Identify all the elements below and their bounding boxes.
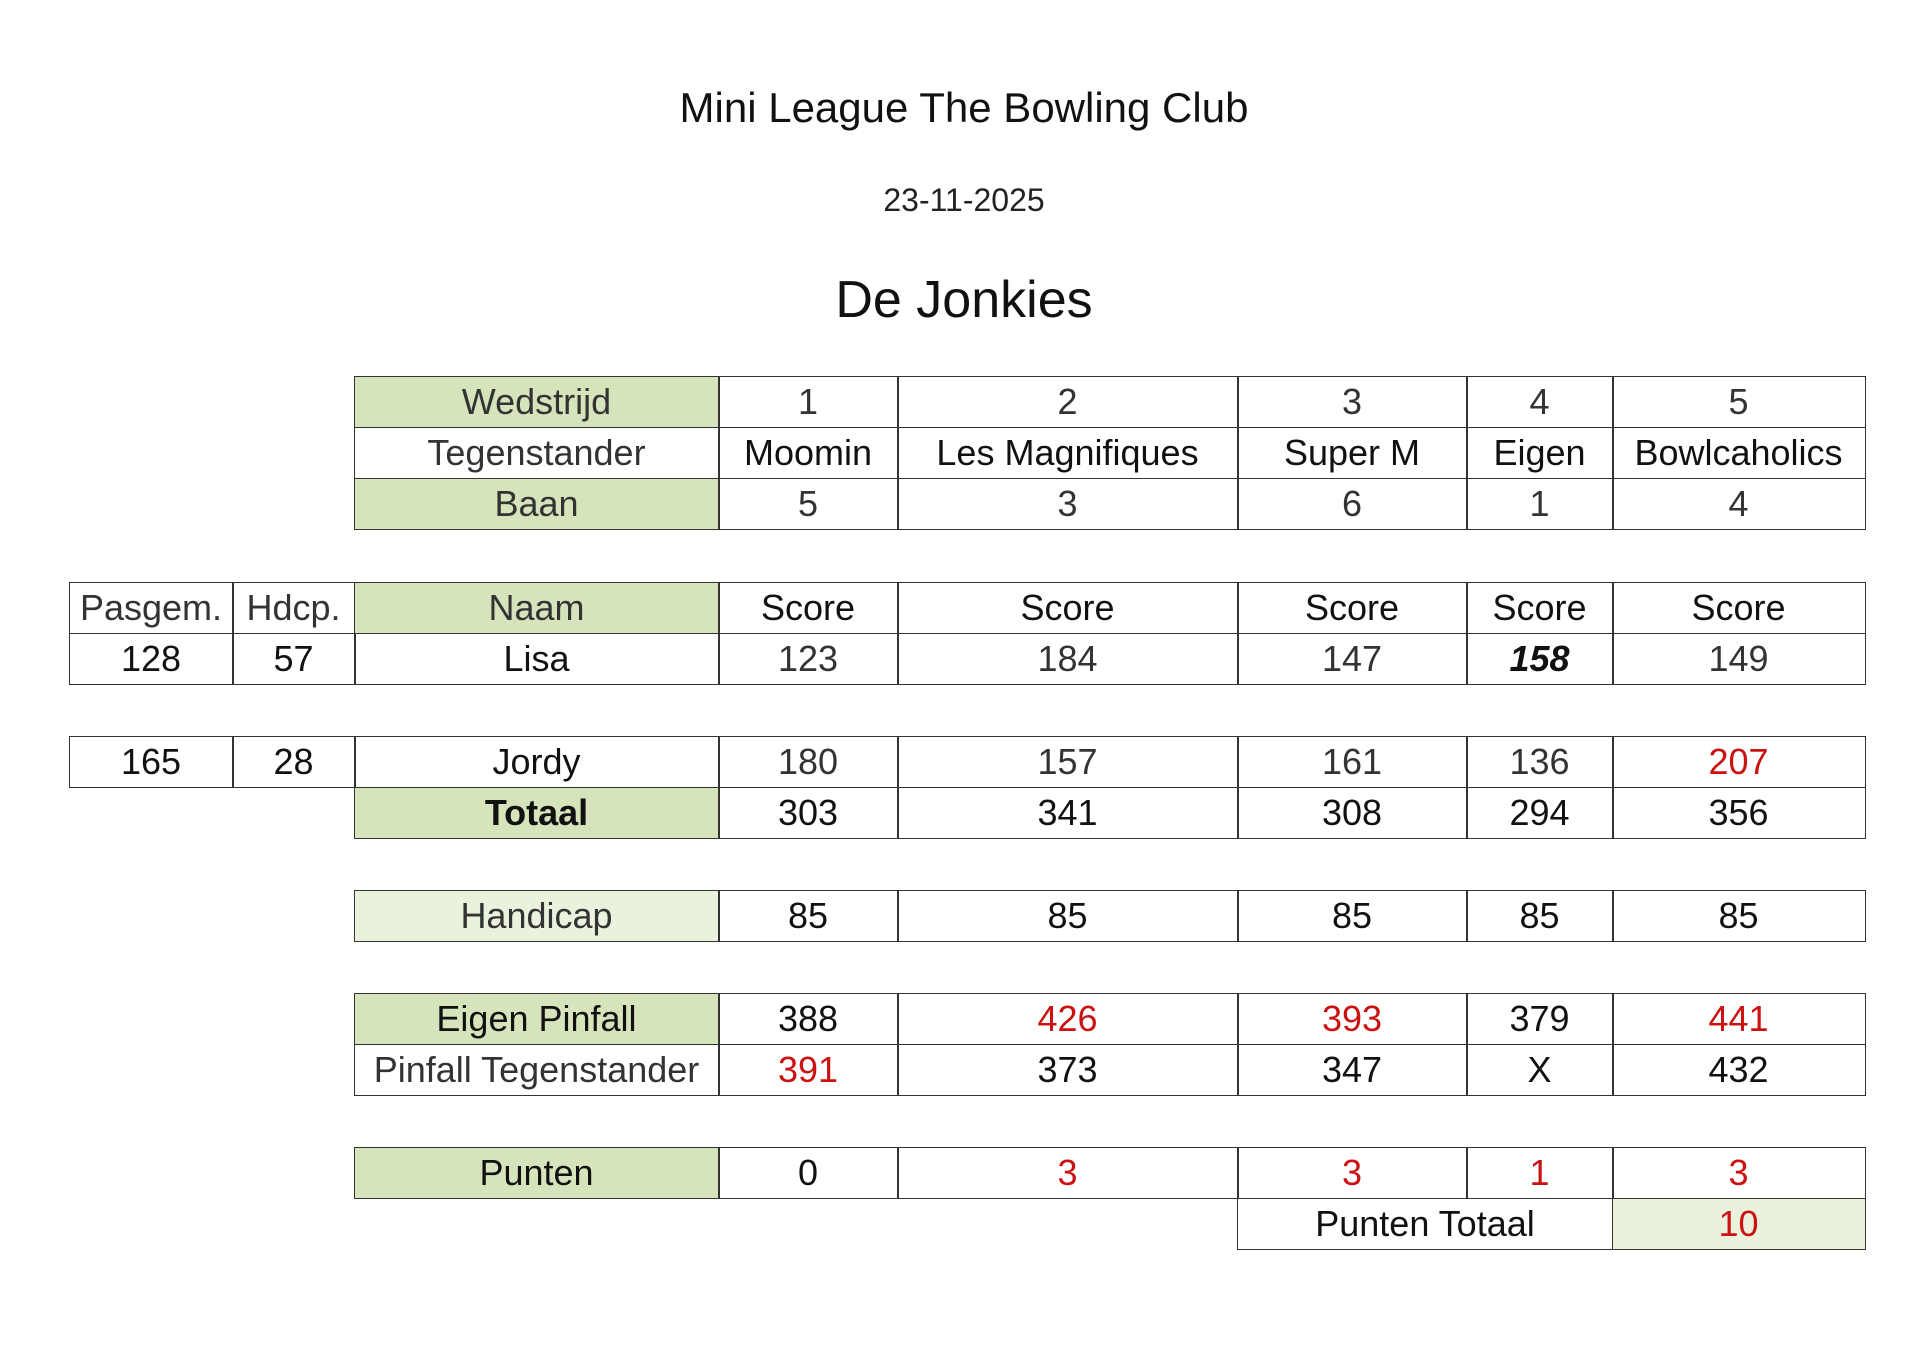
player-avg: 128 <box>69 633 234 685</box>
pinfall-tegenstander-value: 391 <box>718 1044 899 1096</box>
player-hdcp: 28 <box>232 736 356 788</box>
player-score: 161 <box>1237 736 1468 788</box>
punten-totaal-label: Punten Totaal <box>1237 1198 1614 1250</box>
opponent-name: Bowlcaholics <box>1612 427 1866 479</box>
score-header: Score <box>1237 582 1468 634</box>
handicap-label: Handicap <box>354 890 720 942</box>
player-score: 180 <box>718 736 899 788</box>
player-avg: 165 <box>69 736 234 788</box>
hdcp-header: Hdcp. <box>232 582 356 634</box>
lane-number: 3 <box>897 478 1239 530</box>
punten-row <box>0 1147 1920 1199</box>
pinfall-tegenstander-value: 432 <box>1612 1044 1866 1096</box>
opponent-name: Les Magnifiques <box>897 427 1239 479</box>
match-number: 5 <box>1612 376 1866 428</box>
handicap-value: 85 <box>718 890 899 942</box>
totaal-value: 303 <box>718 787 899 839</box>
players-header-row <box>0 582 1920 634</box>
player-score: 149 <box>1612 633 1866 685</box>
player-score: 157 <box>897 736 1239 788</box>
handicap-value: 85 <box>897 890 1239 942</box>
match-number: 1 <box>718 376 899 428</box>
date: 23-11-2025 <box>883 182 1045 218</box>
punten-value: 1 <box>1466 1147 1614 1199</box>
totaal-label: Totaal <box>354 787 720 839</box>
totaal-value: 294 <box>1466 787 1614 839</box>
team-name: De Jonkies <box>835 271 1093 329</box>
pinfall-tegenstander-row <box>0 1044 1920 1096</box>
totaal-value: 341 <box>897 787 1239 839</box>
pinfall-tegenstander-value: X <box>1466 1044 1614 1096</box>
totaal-value: 356 <box>1612 787 1866 839</box>
player-score: 123 <box>718 633 899 685</box>
player-name: Lisa <box>354 633 720 685</box>
player-score: 136 <box>1466 736 1614 788</box>
match-number: 3 <box>1237 376 1468 428</box>
eigen-pinfall-value: 388 <box>718 993 899 1045</box>
name-header: Naam <box>354 582 720 634</box>
match-number: 4 <box>1466 376 1614 428</box>
player-score: 158 <box>1466 633 1614 685</box>
player-score: 184 <box>897 633 1239 685</box>
pinfall-tegenstander-value: 347 <box>1237 1044 1468 1096</box>
pinfall-tegenstander-label: Pinfall Tegenstander <box>354 1044 720 1096</box>
eigen-pinfall-value: 441 <box>1612 993 1866 1045</box>
lane-number: 1 <box>1466 478 1614 530</box>
score-header: Score <box>1612 582 1866 634</box>
handicap-value: 85 <box>1466 890 1614 942</box>
player-score: 207 <box>1612 736 1866 788</box>
handicap-value: 85 <box>1237 890 1468 942</box>
eigen-pinfall-row <box>0 993 1920 1045</box>
player-hdcp: 57 <box>232 633 356 685</box>
opponent-name: Eigen <box>1466 427 1614 479</box>
punten-label: Punten <box>354 1147 720 1199</box>
match-number: 2 <box>897 376 1239 428</box>
punten-value: 3 <box>1612 1147 1866 1199</box>
player-row-lisa <box>0 633 1920 685</box>
eigen-pinfall-value: 426 <box>897 993 1239 1045</box>
lane-row <box>0 478 1920 530</box>
lane-number: 4 <box>1612 478 1866 530</box>
punten-value: 3 <box>1237 1147 1468 1199</box>
match-number-row <box>0 376 1920 428</box>
eigen-pinfall-value: 379 <box>1466 993 1614 1045</box>
avg-header: Pasgem. <box>69 582 234 634</box>
handicap-row <box>0 890 1920 942</box>
pinfall-tegenstander-value: 373 <box>897 1044 1239 1096</box>
score-header: Score <box>1466 582 1614 634</box>
lane-number: 6 <box>1237 478 1468 530</box>
match-label: Wedstrijd <box>354 376 720 428</box>
punten-value: 3 <box>897 1147 1239 1199</box>
score-header: Score <box>718 582 899 634</box>
score-header: Score <box>897 582 1239 634</box>
totaal-row <box>0 787 1920 839</box>
opponent-name: Super M <box>1237 427 1468 479</box>
opponent-name: Moomin <box>718 427 899 479</box>
opponent-row <box>0 427 1920 479</box>
eigen-pinfall-value: 393 <box>1237 993 1468 1045</box>
lane-number: 5 <box>718 478 899 530</box>
player-score: 147 <box>1237 633 1468 685</box>
lane-label: Baan <box>354 478 720 530</box>
handicap-value: 85 <box>1612 890 1866 942</box>
punten-totaal-value: 10 <box>1612 1198 1866 1250</box>
punten-totaal-row <box>0 1198 1920 1250</box>
page-title: Mini League The Bowling Club <box>679 84 1249 131</box>
player-name: Jordy <box>354 736 720 788</box>
player-row-jordy <box>0 736 1920 788</box>
opponent-label: Tegenstander <box>354 427 720 479</box>
totaal-value: 308 <box>1237 787 1468 839</box>
eigen-pinfall-label: Eigen Pinfall <box>354 993 720 1045</box>
punten-value: 0 <box>718 1147 899 1199</box>
